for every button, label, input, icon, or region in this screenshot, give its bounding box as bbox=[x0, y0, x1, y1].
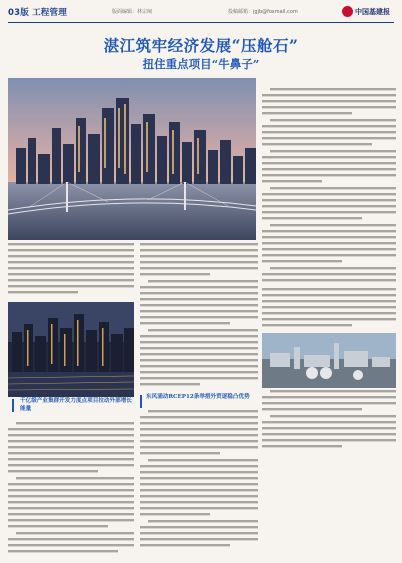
photo-caption-text bbox=[8, 243, 134, 303]
article-body-right-2 bbox=[262, 288, 396, 333]
section-2-heading-bar bbox=[140, 395, 142, 408]
industrial-park-photo bbox=[262, 333, 396, 388]
article-body-middle-2 bbox=[140, 410, 258, 540]
submission-email: 投稿邮箱：jgjb@foxmail.com bbox=[228, 9, 298, 15]
logo-emblem-icon bbox=[342, 6, 353, 17]
page-header bbox=[0, 0, 402, 24]
editor-credit: 版面编辑：林宗闽 bbox=[112, 9, 153, 15]
section-1-heading-bar bbox=[12, 399, 14, 412]
section-1-heading: 千亿级产业集群开发力度点项目拉动外部增长能量 bbox=[20, 398, 132, 412]
article-body-right-4 bbox=[262, 415, 396, 545]
night-city-photo bbox=[8, 302, 134, 397]
article-body-middle-1 bbox=[140, 243, 258, 391]
newspaper-logo bbox=[342, 5, 398, 19]
article-title: 湛江筑牢经济发展“压舱石” bbox=[103, 36, 299, 55]
article-body-right-1 bbox=[262, 88, 396, 288]
article-subtitle: 扭住重点项目“牛鼻子” bbox=[142, 57, 260, 71]
article-body-left-2 bbox=[8, 422, 134, 557]
section-2-heading: 东风涌动RCEP12条举措外贸逐稳凸优势 bbox=[146, 394, 250, 400]
logo-text: 中国基建报 bbox=[355, 8, 390, 16]
header-rule bbox=[8, 22, 394, 23]
city-skyline-photo bbox=[8, 78, 256, 240]
page-number: 03版 工程管理 bbox=[8, 8, 67, 18]
